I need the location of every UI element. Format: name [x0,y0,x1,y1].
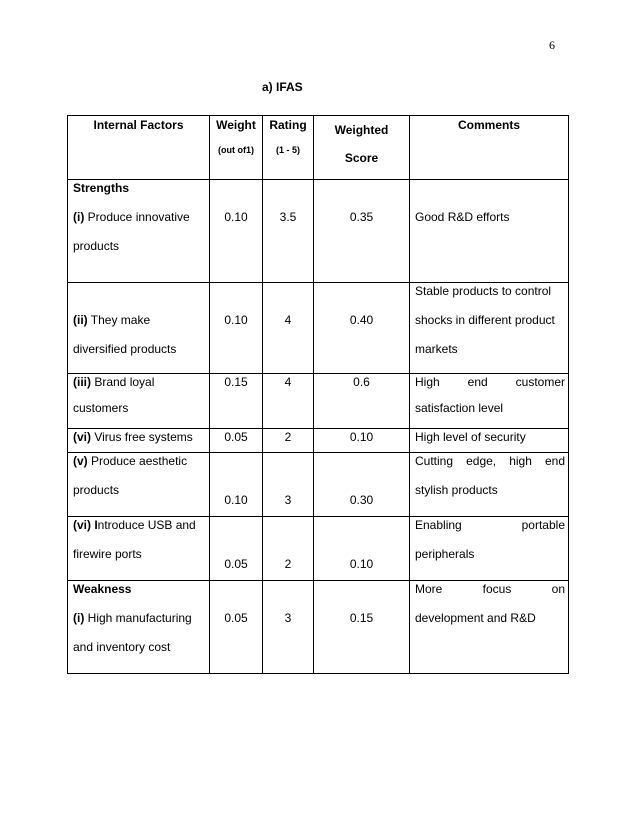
table-row [68,180,569,283]
rating-cell: 4 [263,374,314,429]
factor-text: products [73,483,120,497]
header-rating: Rating (1 - 5) [263,116,314,180]
table-row [68,581,569,674]
factor-index: (iii) [73,375,91,389]
comment-cell: Cutting edge, high end stylish products [410,453,569,517]
factor-index: (vi) I [73,518,98,532]
table-row [68,283,569,374]
comment-cell: Good R&D efforts [410,180,569,283]
comment-cell: High end customer satisfaction level [410,374,569,429]
factor-text: High manufacturing [84,611,192,625]
weight-cell: 0.10 [210,453,263,517]
header-rating-sub: (1 - 5) [275,145,300,155]
rating-cell: 3 [263,581,314,674]
factor-text: Virus free systems [91,430,193,444]
score-cell: 0.30 [314,453,410,517]
rating-cell: 3 [263,453,314,517]
weight-cell: 0.05 [210,517,263,581]
weight-cell: 0.05 [210,429,263,453]
factor-text: They make [87,313,151,327]
factor-cell [68,429,210,453]
factor-index: (i) [73,210,85,224]
factor-index: (ii) [73,313,88,327]
comment-cell: More focus on development and R&D [410,581,569,674]
weight-cell: 0.15 [210,374,263,429]
table-row [68,517,569,581]
header-comments: Comments [410,116,569,180]
factor-cell [68,453,210,517]
factor-text: ntroduce USB and [97,518,196,532]
factor-text: Brand loyal [91,375,155,389]
weight-cell: 0.10 [210,180,263,283]
rating-cell: 2 [263,517,314,581]
section-label: Weakness [73,582,132,596]
score-cell: 0.35 [314,180,410,283]
section-title: a) IFAS [262,80,303,94]
score-cell: 0.6 [314,374,410,429]
table-row [68,429,569,453]
factor-index: (v) [73,454,88,468]
score-cell: 0.40 [314,283,410,374]
table-row [68,453,569,517]
comment-cell: Enabling portable peripherals [410,517,569,581]
ifas-table [67,115,569,674]
header-weight-sub: (out of1) [218,145,254,155]
page-number: 6 [549,38,555,52]
section-label: Strengths [73,181,130,195]
factor-text: and inventory cost [73,640,171,654]
rating-cell: 4 [263,283,314,374]
factor-cell [68,283,210,374]
rating-cell: 2 [263,429,314,453]
factor-cell [68,581,210,674]
header-weighted-score: Weighted Score [314,116,410,180]
factor-cell [68,374,210,429]
factor-text: Produce aesthetic [87,454,188,468]
score-cell: 0.10 [314,517,410,581]
factor-text: products [73,239,120,253]
comment-cell: High level of security [410,429,569,453]
factor-text: diversified products [73,342,177,356]
weight-cell: 0.05 [210,581,263,674]
factor-text: firewire ports [73,547,142,561]
factor-cell [68,517,210,581]
factor-index: (i) [73,611,85,625]
factor-index: (vi) [73,430,91,444]
factor-text: customers [73,401,129,415]
header-weight: Weight (out of1) [210,116,263,180]
table-row [68,374,569,429]
factor-text: Produce innovative [84,210,190,224]
rating-cell: 3.5 [263,180,314,283]
factor-cell [68,180,210,283]
comment-cell: Stable products to control shocks in different product markets [410,283,569,374]
score-cell: 0.15 [314,581,410,674]
header-row [68,116,569,180]
weight-cell: 0.10 [210,283,263,374]
header-internal-factors: Internal Factors [68,116,210,180]
score-cell: 0.10 [314,429,410,453]
